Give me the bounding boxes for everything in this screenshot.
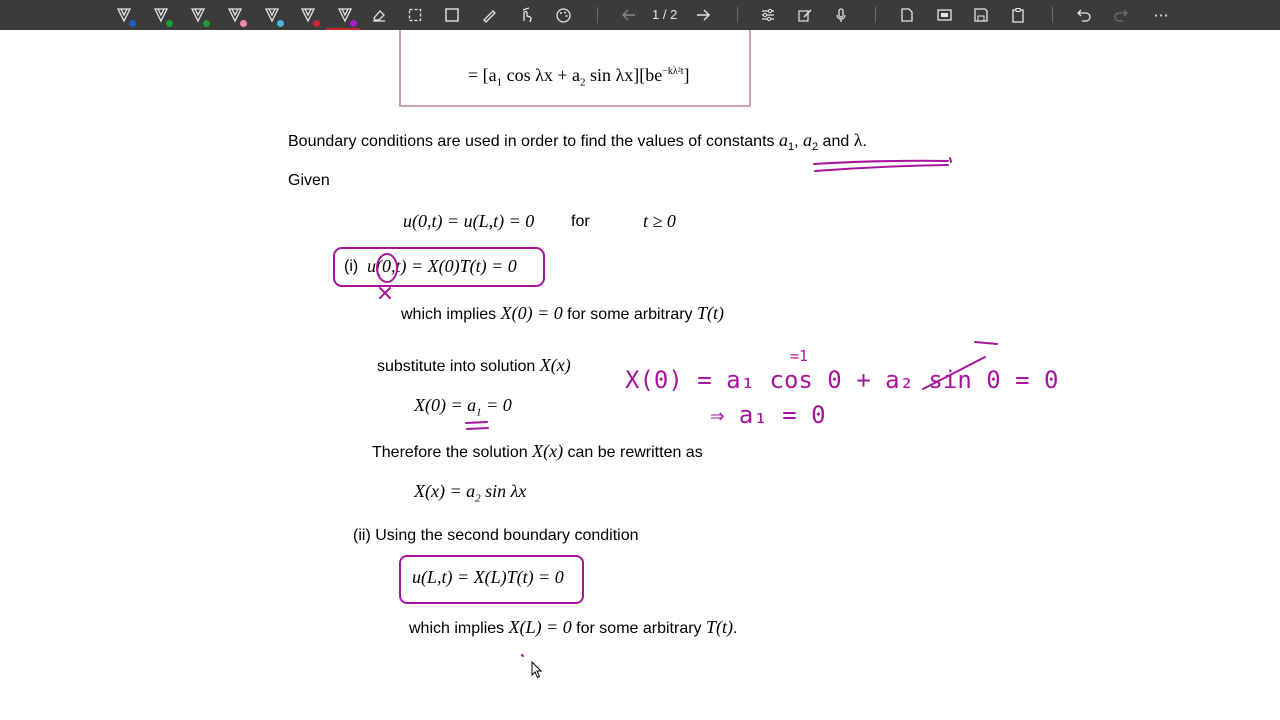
ink-box-item-one bbox=[334, 248, 544, 286]
ink-mark-equals-one: =1 bbox=[790, 347, 809, 365]
ink-equation-line-two: ⇒ a₁ = 0 bbox=[710, 401, 826, 429]
x-zero-equation: $X(0) = a_1 = 0$ bbox=[414, 395, 512, 419]
item-one-equation: u(0,t) = X(0)T(t) = 0 bbox=[367, 256, 517, 276]
implies-statement-one: which implies X(0) = 0 for some arbitrary T(t) bbox=[401, 303, 724, 323]
page-indicator: 1 / 2 bbox=[652, 7, 678, 22]
item-two-equation: u(L,t) = X(L)T(t) = 0 bbox=[412, 567, 564, 587]
boundary-condition-equation: u(0,t) = u(L,t) = 0 bbox=[403, 211, 535, 231]
implies-statement-two: which implies X(L) = 0 for some arbitrary T(t). bbox=[409, 617, 738, 637]
ink-underline-a1 bbox=[466, 422, 488, 429]
given-label: Given bbox=[288, 172, 330, 189]
ink-circle-zero bbox=[377, 254, 397, 282]
ink-equation-line-one: X(0) = a₁ cos 0 + a₂ sin 0 = 0 bbox=[625, 366, 1059, 394]
item-two-heading: (ii) Using the second boundary condition bbox=[353, 527, 639, 544]
rewritten-solution: $X(x) = a_2$ sin λx bbox=[414, 481, 527, 505]
ink-dot bbox=[522, 655, 523, 656]
solution-formula: = [$a_1$ $\cos \lambda x + a_2$ $\sin \lambda x][be^{-k\lambda^2t}]$ bbox=[468, 65, 690, 89]
item-one-label: (i) bbox=[344, 258, 359, 275]
ink-x-mark bbox=[380, 288, 390, 298]
ink-double-underline bbox=[814, 158, 951, 171]
boundary-conditions-intro: Boundary conditions are used in order to find the values of constants $a_1$, $a_2$ and λ. bbox=[288, 130, 867, 154]
more-options-icon[interactable]: ··· bbox=[1153, 5, 1169, 25]
mouse-cursor-icon bbox=[531, 661, 543, 679]
time-condition: t ≥ 0 bbox=[643, 211, 676, 231]
ink-box-item-two bbox=[400, 556, 583, 603]
for-label: for bbox=[571, 213, 590, 230]
substitute-statement: substitute into solution X(x) bbox=[377, 355, 571, 375]
therefore-statement: Therefore the solution X(x) can be rewritten as bbox=[372, 441, 703, 461]
